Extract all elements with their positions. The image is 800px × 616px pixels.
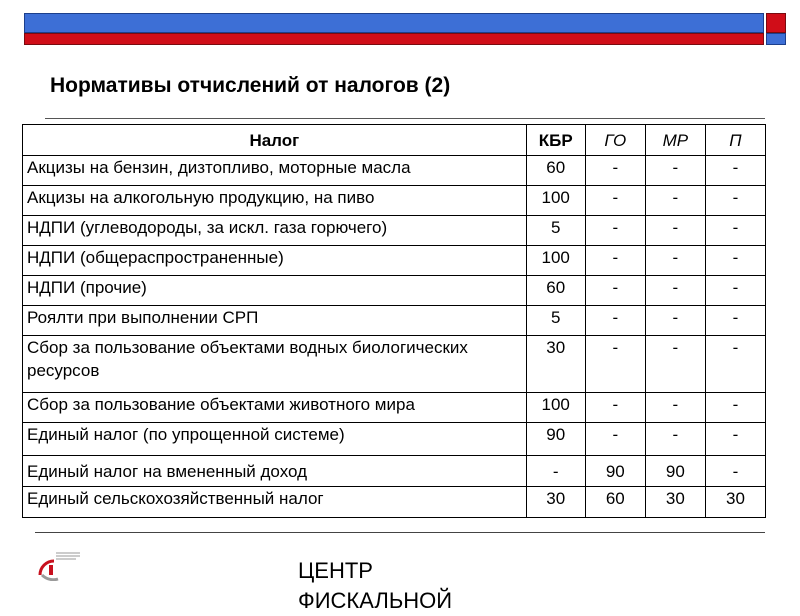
go-cell: - [585, 393, 645, 423]
center-logo-icon [36, 545, 82, 581]
footer-text [298, 556, 452, 616]
go-cell: - [585, 423, 645, 456]
table-row [23, 186, 766, 216]
p-cell: - [705, 306, 765, 336]
p-cell: - [705, 156, 765, 186]
header-go: ГО [585, 125, 645, 156]
go-cell: - [585, 306, 645, 336]
table-row [23, 246, 766, 276]
go-cell: - [585, 186, 645, 216]
p-cell: - [705, 246, 765, 276]
slide-title: Нормативы отчислений от налогов (2) [50, 74, 451, 97]
tax-name-cell: Акцизы на бензин, дизтопливо, моторные масла [23, 156, 527, 186]
table-row [23, 306, 766, 336]
table-row [23, 393, 766, 423]
tax-name-cell: НДПИ (прочие) [23, 276, 527, 306]
kbr-cell: 90 [526, 423, 585, 456]
table-row [23, 216, 766, 246]
kbr-cell: 30 [526, 336, 585, 393]
top-red-square [766, 13, 786, 33]
p-cell: - [705, 186, 765, 216]
header-p: П [705, 125, 765, 156]
title-divider [45, 118, 765, 119]
go-cell: - [585, 246, 645, 276]
table-row [23, 456, 766, 487]
go-cell: - [585, 156, 645, 186]
mr-cell: 30 [645, 487, 705, 518]
tax-name-cell: НДПИ (общераспространенные) [23, 246, 527, 276]
top-blue-square [766, 33, 786, 45]
p-cell: - [705, 336, 765, 393]
table-row [23, 423, 766, 456]
tax-name-cell: Сбор за пользование объектами водных биологических ресурсов [23, 336, 527, 393]
mr-cell: - [645, 276, 705, 306]
tax-name-cell: Единый налог (по упрощенной системе) [23, 423, 527, 456]
tax-name-cell: Единый сельскохозяйственный налог [23, 487, 527, 518]
go-cell: - [585, 216, 645, 246]
header-kbr: КБР [526, 125, 585, 156]
footer-divider [35, 532, 765, 533]
tax-name-cell: НДПИ (углеводороды, за искл. газа горючего) [23, 216, 527, 246]
tax-name-cell: Акцизы на алкогольную продукцию, на пиво [23, 186, 527, 216]
mr-cell: - [645, 336, 705, 393]
kbr-cell: 60 [526, 276, 585, 306]
mr-cell: - [645, 306, 705, 336]
go-cell: - [585, 276, 645, 306]
tax-table [22, 124, 766, 518]
tax-name-cell: Сбор за пользование объектами животного мира [23, 393, 527, 423]
p-cell: - [705, 216, 765, 246]
mr-cell: - [645, 186, 705, 216]
p-cell: - [705, 423, 765, 456]
mr-cell: - [645, 216, 705, 246]
mr-cell: - [645, 156, 705, 186]
mr-cell: - [645, 246, 705, 276]
top-blue-bar [24, 13, 764, 33]
go-cell: 60 [585, 487, 645, 518]
table-header-row [23, 125, 766, 156]
header-mr: МР [645, 125, 705, 156]
p-cell: - [705, 456, 765, 487]
go-cell: 90 [585, 456, 645, 487]
p-cell: 30 [705, 487, 765, 518]
table-row [23, 156, 766, 186]
mr-cell: 90 [645, 456, 705, 487]
go-cell: - [585, 336, 645, 393]
kbr-cell: 100 [526, 186, 585, 216]
kbr-cell: 5 [526, 306, 585, 336]
kbr-cell: 30 [526, 487, 585, 518]
table-row [23, 276, 766, 306]
p-cell: - [705, 393, 765, 423]
tax-name-cell: Роялти при выполнении СРП [23, 306, 527, 336]
kbr-cell: 5 [526, 216, 585, 246]
top-red-bar [24, 33, 764, 45]
footer-line-2: ФИСКАЛЬНОЙ [298, 588, 453, 613]
mr-cell: - [645, 393, 705, 423]
footer-line-1: ЦЕНТР [298, 558, 373, 583]
header-tax: Налог [23, 125, 527, 156]
table-row [23, 336, 766, 393]
p-cell: - [705, 276, 765, 306]
kbr-cell: 100 [526, 246, 585, 276]
mr-cell: - [645, 423, 705, 456]
table-row [23, 487, 766, 518]
kbr-cell: 100 [526, 393, 585, 423]
kbr-cell: - [526, 456, 585, 487]
tax-name-cell: Единый налог на вмененный доход [23, 456, 527, 487]
kbr-cell: 60 [526, 156, 585, 186]
